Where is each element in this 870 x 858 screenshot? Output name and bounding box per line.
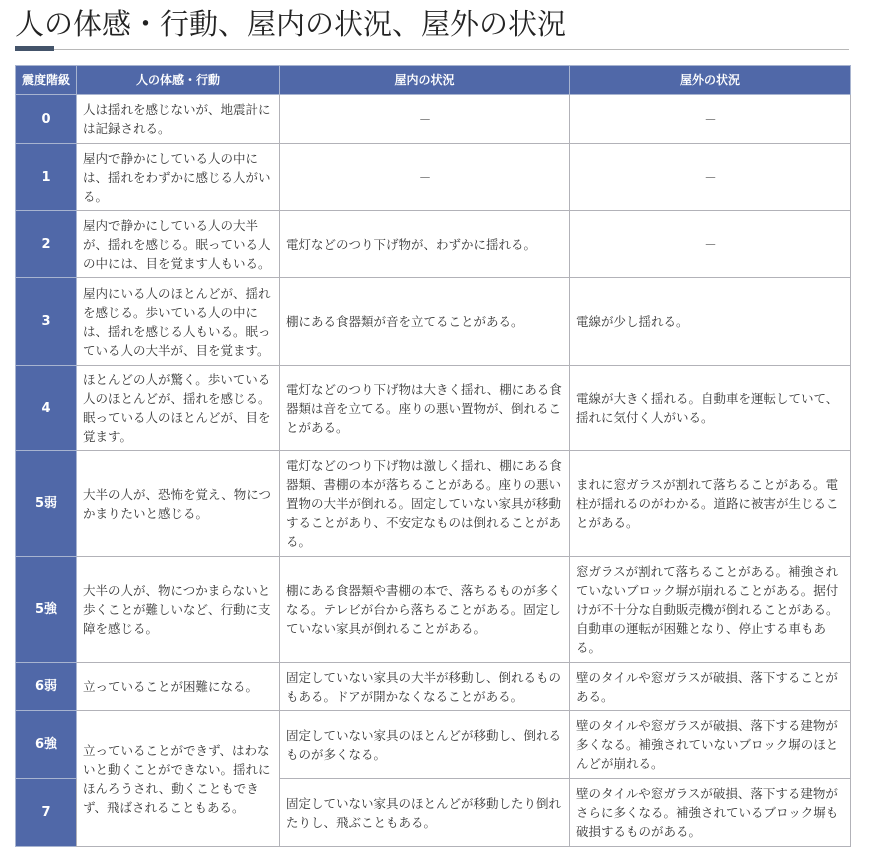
indoor-cell: 固定していない家具の大半が移動し、倒れるものもある。ドアが開かなくなることがある。 <box>280 663 570 711</box>
level-cell: 1 <box>16 144 77 211</box>
table-row <box>16 366 851 451</box>
human-cell: 人は揺れを感じないが、地震計には記録される。 <box>77 95 280 144</box>
table-row <box>16 711 851 779</box>
header-indoor: 屋内の状況 <box>280 66 570 95</box>
indoor-cell: 棚にある食器類が音を立てることがある。 <box>280 278 570 366</box>
outdoor-cell: まれに窓ガラスが割れて落ちることがある。電柱が揺れるのがわかる。道路に被害が生じることがある。 <box>570 451 851 557</box>
header-level: 震度階級 <box>16 66 77 95</box>
level-cell: 5強 <box>16 557 77 663</box>
level-cell: 4 <box>16 366 77 451</box>
outdoor-cell: － <box>570 211 851 278</box>
human-cell: 屋内で静かにしている人の大半が、揺れを感じる。眠っている人の中には、目を覚ます人もいる。 <box>77 211 280 278</box>
table-row <box>16 663 851 711</box>
seismic-intensity-table <box>15 65 851 847</box>
header-human: 人の体感・行動 <box>77 66 280 95</box>
table-header-row <box>16 66 851 95</box>
indoor-cell: 電灯などのつり下げ物が、わずかに揺れる。 <box>280 211 570 278</box>
indoor-cell: － <box>280 144 570 211</box>
human-cell: 大半の人が、物につかまらないと歩くことが難しいなど、行動に支障を感じる。 <box>77 557 280 663</box>
indoor-cell: 棚にある食器類や書棚の本で、落ちるものが多くなる。テレビが台から落ちることがある。固定していない家具が倒れることがある。 <box>280 557 570 663</box>
human-cell: 立っていることが困難になる。 <box>77 663 280 711</box>
outdoor-cell: 窓ガラスが割れて落ちることがある。補強されていないブロック塀が崩れることがある。据付けが不十分な自動販売機が倒れることがある。自動車の運転が困難となり、停止する車もある。 <box>570 557 851 663</box>
human-cell: 立っていることができず、はわないと動くことができない。揺れにほんろうされ、動くこともできず、飛ばされることもある。 <box>77 711 280 847</box>
human-cell: 大半の人が、恐怖を覚え、物につかまりたいと感じる。 <box>77 451 280 557</box>
level-cell: 6強 <box>16 711 77 779</box>
table-row <box>16 211 851 278</box>
level-cell: 5弱 <box>16 451 77 557</box>
title-divider <box>15 49 849 50</box>
outdoor-cell: 壁のタイルや窓ガラスが破損、落下する建物がさらに多くなる。補強されているブロック塀も破損するものがある。 <box>570 779 851 847</box>
indoor-cell: － <box>280 95 570 144</box>
indoor-cell: 固定していない家具のほとんどが移動し、倒れるものが多くなる。 <box>280 711 570 779</box>
table-row <box>16 278 851 366</box>
table-row <box>16 95 851 144</box>
outdoor-cell: 壁のタイルや窓ガラスが破損、落下することがある。 <box>570 663 851 711</box>
level-cell: 3 <box>16 278 77 366</box>
outdoor-cell: 電線が大きく揺れる。自動車を運転していて、揺れに気付く人がいる。 <box>570 366 851 451</box>
indoor-cell: 固定していない家具のほとんどが移動したり倒れたりし、飛ぶこともある。 <box>280 779 570 847</box>
page-title: 人の体感・行動、屋内の状況、屋外の状況 <box>15 7 567 41</box>
human-cell: 屋内にいる人のほとんどが、揺れを感じる。歩いている人の中には、揺れを感じる人もいる。眠っている人の大半が、目を覚ます。 <box>77 278 280 366</box>
outdoor-cell: － <box>570 95 851 144</box>
indoor-cell: 電灯などのつり下げ物は激しく揺れ、棚にある食器類、書棚の本が落ちることがある。座りの悪い置物の大半が倒れる。固定していない家具が移動することがあり、不安定なものは倒れることがある。 <box>280 451 570 557</box>
level-cell: 2 <box>16 211 77 278</box>
level-cell: 6弱 <box>16 663 77 711</box>
human-cell: ほとんどの人が驚く。歩いている人のほとんどが、揺れを感じる。眠っている人のほとんどが、目を覚ます。 <box>77 366 280 451</box>
outdoor-cell: 壁のタイルや窓ガラスが破損、落下する建物が多くなる。補強されていないブロック塀のほとんどが崩れる。 <box>570 711 851 779</box>
outdoor-cell: 電線が少し揺れる。 <box>570 278 851 366</box>
outdoor-cell: － <box>570 144 851 211</box>
human-cell: 屋内で静かにしている人の中には、揺れをわずかに感じる人がいる。 <box>77 144 280 211</box>
table-row <box>16 451 851 557</box>
title-divider-accent <box>15 46 54 51</box>
header-outdoor: 屋外の状況 <box>570 66 851 95</box>
level-cell: 7 <box>16 779 77 847</box>
level-cell: 0 <box>16 95 77 144</box>
table-row <box>16 557 851 663</box>
indoor-cell: 電灯などのつり下げ物は大きく揺れ、棚にある食器類は音を立てる。座りの悪い置物が、倒れることがある。 <box>280 366 570 451</box>
table-row <box>16 144 851 211</box>
